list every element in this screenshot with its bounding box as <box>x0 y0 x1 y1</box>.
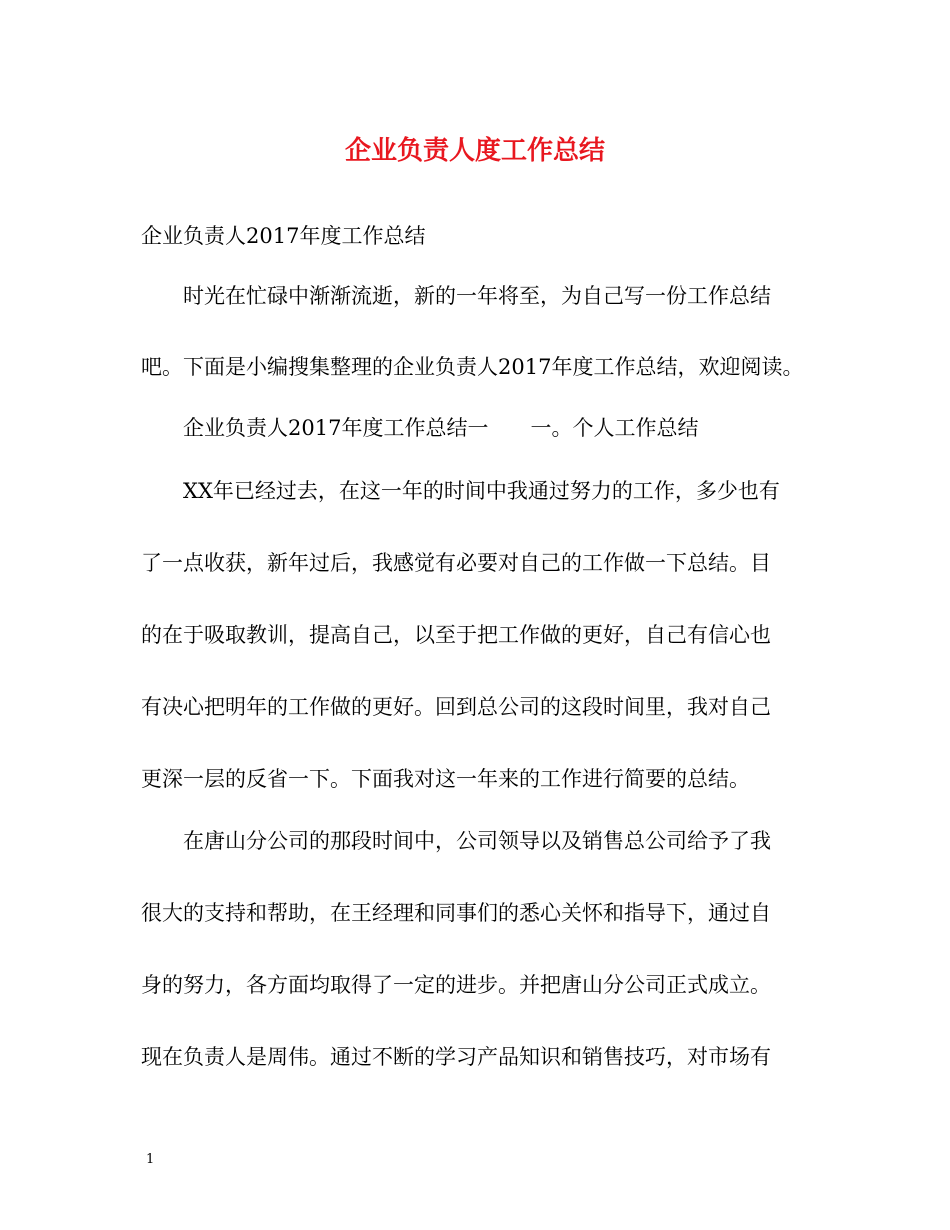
paragraph-line: 现在负责人是周伟。通过不断的学习产品知识和销售技巧，对市场有 <box>141 1045 771 1069</box>
section-heading <box>183 413 698 443</box>
paragraph-line: 身的努力，各方面均取得了一定的进步。并把唐山分公司正式成立。 <box>141 973 771 997</box>
paragraph-line: 的在于吸取教训，提高自己，以至于把工作做的更好，自己有信心也 <box>141 623 771 647</box>
paragraph-line: 吧。下面是小编搜集整理的企业负责人2017年度工作总结，欢迎阅读。 <box>141 355 804 379</box>
paragraph-line: 在唐山分公司的那段时间中，公司领导以及销售总公司给予了我 <box>183 829 771 853</box>
paragraph-line: 时光在忙碌中渐渐流逝，新的一年将至，为自己写一份工作总结 <box>183 284 771 308</box>
paragraph-line: XX年已经过去，在这一年的时间中我通过努力的工作，多少也有 <box>183 479 780 503</box>
paragraph-line: 很大的支持和帮助，在王经理和同事们的悉心关怀和指导下，通过自 <box>141 901 771 925</box>
section-heading-left: 企业负责人2017年度工作总结一 <box>183 416 489 440</box>
paragraph-line: 有决心把明年的工作做的更好。回到总公司的这段时间里，我对自己 <box>141 695 771 719</box>
paragraph-line: 了一点收获，新年过后，我感觉有必要对自己的工作做一下总结。目 <box>141 551 771 575</box>
section-heading-right: 一。个人工作总结 <box>530 416 699 440</box>
document-subtitle: 企业负责人2017年度工作总结 <box>141 224 426 248</box>
page-number: 1 <box>146 1152 155 1167</box>
document-title: 企业负责人度工作总结 <box>344 136 605 166</box>
paragraph-line: 更深一层的反省一下。下面我对这一年来的工作进行简要的总结。 <box>141 767 750 791</box>
